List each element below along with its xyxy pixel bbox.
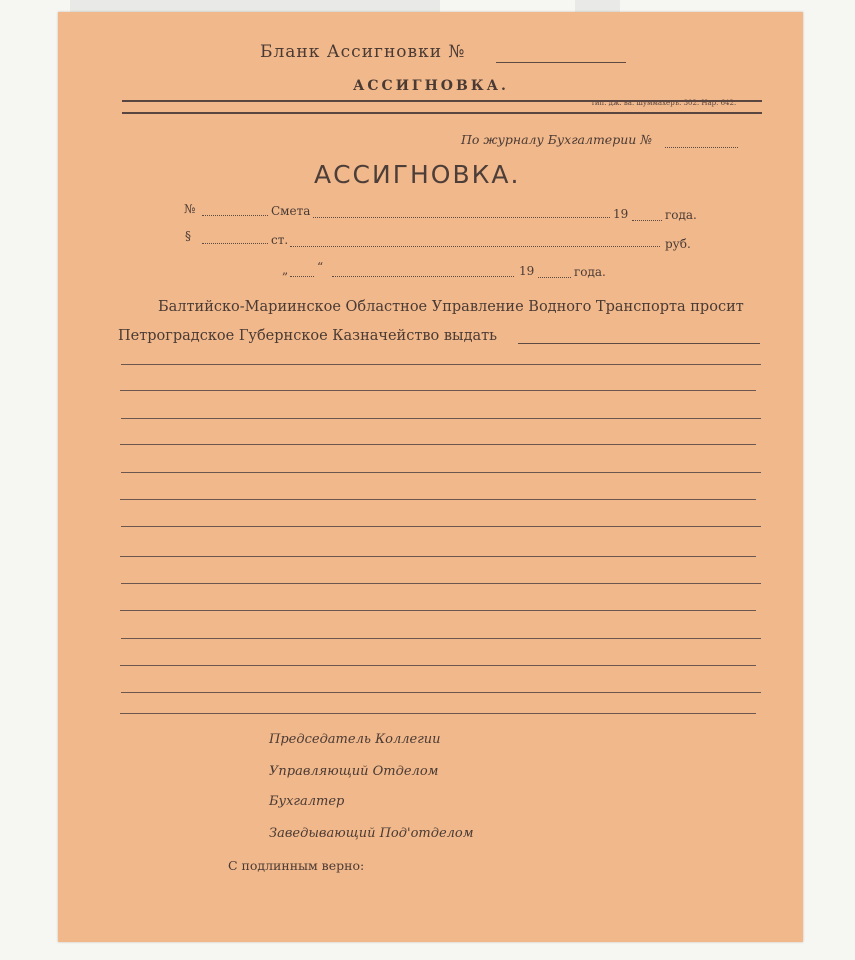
estimate-label: Смета [271,204,311,218]
writing-line[interactable] [120,390,756,391]
year-suffix-1: года. [665,208,697,222]
signature-subdepartment-head: Заведывающий Под'отделом [269,826,474,841]
day-blank[interactable] [290,276,314,277]
writing-line[interactable] [121,638,761,639]
writing-line[interactable] [121,526,761,527]
estimate-blank[interactable] [313,217,610,218]
month-blank[interactable] [332,276,514,277]
journal-number-blank[interactable] [665,147,738,148]
rub-label: руб. [665,237,691,251]
certified-true-copy: С подлинным верно: [228,858,365,873]
signature-department-head: Управляющий Отделом [269,764,439,779]
writing-line[interactable] [120,556,756,557]
paragraph-blank[interactable] [202,243,268,244]
quote-close: “ [317,260,324,274]
writing-line[interactable] [120,499,756,500]
writing-line[interactable] [120,665,756,666]
assignment-form-sheet [58,12,803,942]
writing-line[interactable] [121,364,761,365]
year-suffix-2: года. [574,265,606,279]
body-line-1: Балтийско-Мариинское Областное Управление Водного Транспорта просит [158,299,744,315]
header-rule-top [122,100,762,102]
article-label: ст. [271,233,289,247]
writing-line[interactable] [120,713,756,714]
header-subtitle: АССИГНОВКА. [353,78,509,94]
year-blank-2[interactable] [538,277,571,278]
issue-blank[interactable] [518,343,760,344]
form-title: Бланк Ассигновки № [260,42,466,62]
writing-line[interactable] [120,444,756,445]
quote-open: „ [282,263,289,277]
journal-label: По журналу Бухгалтерии № [461,132,653,147]
signature-accountant: Бухгалтер [269,794,345,809]
header-rule-bottom [122,112,762,114]
form-number-blank[interactable] [496,62,626,63]
year-prefix-2: 19 [519,264,535,278]
amount-blank[interactable] [290,246,660,247]
body-line-2: Петроградское Губернское Казначейство выдать [118,328,498,344]
year-prefix-1: 19 [613,207,629,221]
writing-line[interactable] [121,472,761,473]
printer-note: тип. дж. ва. шуммахеръ. 302. Нар. 642. [591,99,737,107]
number-blank[interactable] [202,215,268,216]
writing-line[interactable] [121,692,761,693]
writing-line[interactable] [121,418,761,419]
signature-chairman: Председатель Коллегии [269,732,441,747]
paragraph-label: § [185,229,191,243]
year-blank-1[interactable] [632,220,662,221]
writing-line[interactable] [121,583,761,584]
number-label: № [184,202,196,216]
main-title: АССИГНОВКА. [314,160,521,189]
writing-line[interactable] [120,610,756,611]
